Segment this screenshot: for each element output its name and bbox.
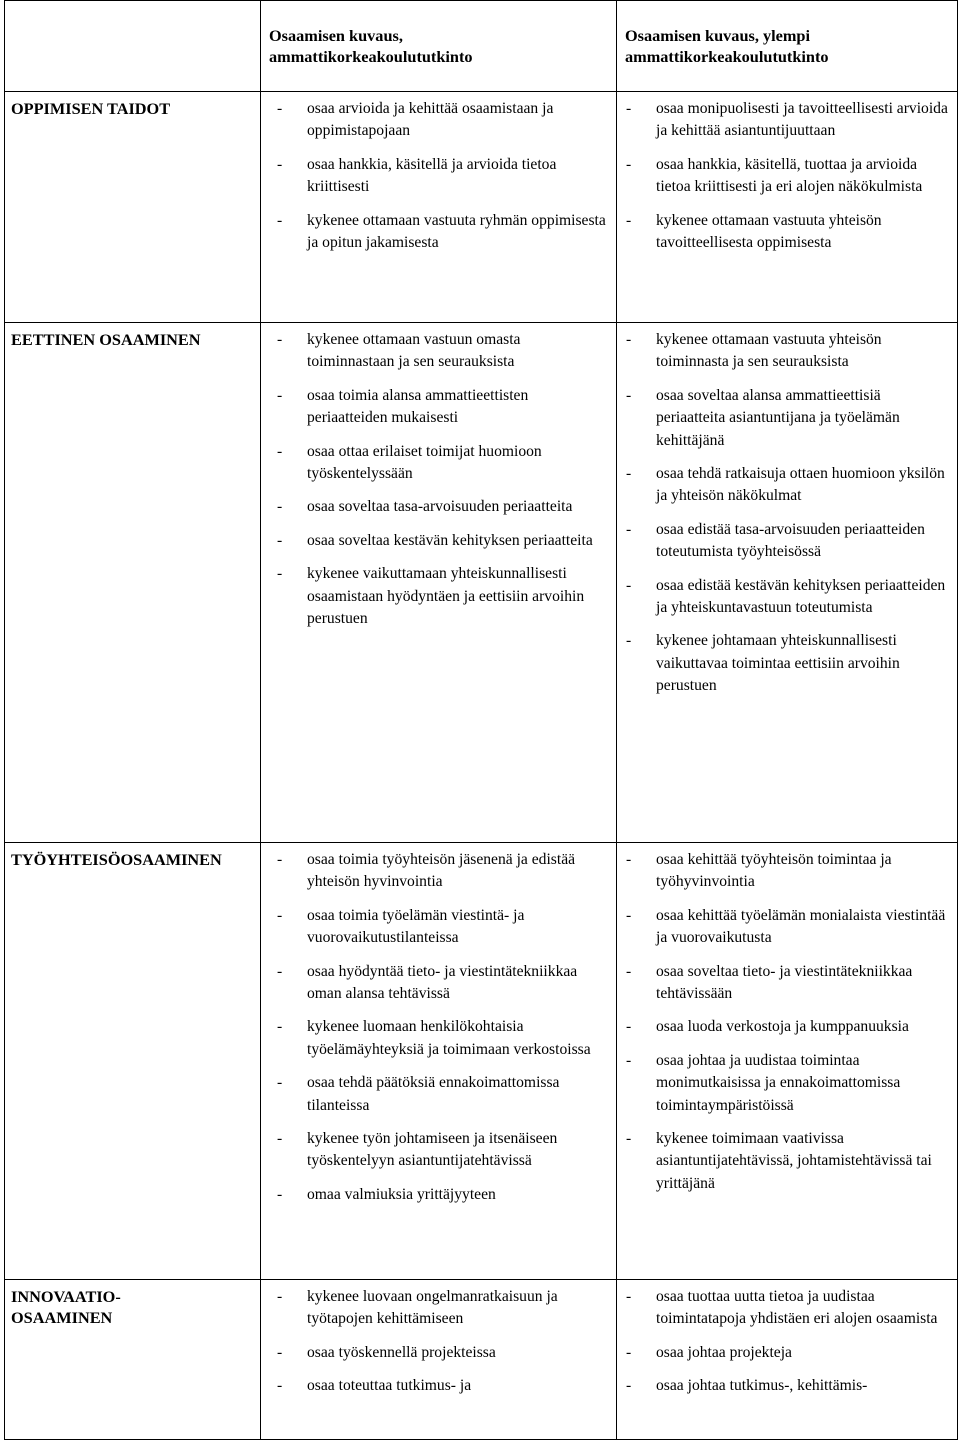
list-item: - osaa edistää kestävän kehityksen periaatteiden ja yhteiskuntavastuun toteutumista [625, 575, 951, 620]
list-item: - osaa johtaa tutkimus-, kehittämis- [625, 1375, 951, 1397]
yamk-cell [617, 843, 958, 1280]
list-item: - osaa toimia työelämän viestintä- ja vuorovaikutustilanteissa [276, 905, 608, 950]
list-item: - kykenee työn johtamiseen ja itsenäiseen työskentelyyn asiantuntijatehtävissä [276, 1128, 608, 1173]
list-item: - osaa hankkia, käsitellä ja arvioida tietoa kriittisesti [276, 154, 608, 199]
amk-cell [261, 843, 617, 1280]
yamk-cell [617, 1280, 958, 1440]
list-item: - osaa hankkia, käsitellä, tuottaa ja arvioida tietoa kriittisesti ja eri alojen näkökulmista [625, 154, 951, 199]
row-oppimisen-taidot [5, 92, 958, 323]
list-item: - osaa soveltaa tasa-arvoisuuden periaatteita [276, 496, 608, 518]
list-item: - kykenee johtamaan yhteiskunnallisesti vaikuttavaa toimintaa eettisiin arvoihin perustuen [625, 630, 951, 697]
list-item: - kykenee ottamaan vastuuta ryhmän oppimisesta ja opitun jakamisesta [276, 210, 608, 255]
amk-cell [261, 92, 617, 323]
list-item: - osaa työskennellä projekteissa [276, 1342, 608, 1364]
list-item: - kykenee vaikuttamaan yhteiskunnallisesti osaamistaan hyödyntäen ja eettisiin arvoihin perustuen [276, 563, 608, 630]
category-label: EETTINEN OSAAMINEN [5, 323, 261, 843]
list-item: - osaa toimia alansa ammattieettisten periaatteiden mukaisesti [276, 385, 608, 430]
list-item: - kykenee toimimaan vaativissa asiantuntijatehtävissä, johtamistehtävissä tai yrittäjänä [625, 1128, 951, 1195]
list-item: - osaa monipuolisesti ja tavoitteellisesti arvioida ja kehittää asiantuntijuuttaan [625, 98, 951, 143]
category-label [5, 1280, 261, 1440]
category-label: TYÖYHTEISÖOSAAMINEN [5, 843, 261, 1280]
list-item: - kykenee luomaan henkilökohtaisia työelämäyhteyksiä ja toimimaan verkostoissa [276, 1016, 608, 1061]
row-eettinen-osaaminen [5, 323, 958, 843]
list-item: - osaa tehdä päätöksiä ennakoimattomissa tilanteissa [276, 1072, 608, 1117]
list-item: - osaa edistää tasa-arvoisuuden periaatteiden toteutumista työyhteisössä [625, 519, 951, 564]
list-item: - osaa hyödyntää tieto- ja viestintätekniikkaa oman alansa tehtävissä [276, 961, 608, 1006]
header-yamk: Osaamisen kuvaus, ylempi ammattikorkeakoulututkinto [617, 1, 958, 92]
list-item: - osaa soveltaa kestävän kehityksen periaatteita [276, 530, 608, 552]
category-label-line2: OSAAMINEN [11, 1308, 113, 1327]
list-item: - osaa toimia työyhteisön jäsenenä ja edistää yhteisön hyvinvointia [276, 849, 608, 894]
header-empty-cell [5, 1, 261, 92]
amk-cell [261, 1280, 617, 1440]
list-item: - kykenee luovaan ongelmanratkaisuun ja työtapojen kehittämiseen [276, 1286, 608, 1331]
list-item: - osaa soveltaa tieto- ja viestintätekniikkaa tehtävissään [625, 961, 951, 1006]
row-innovaatio-osaaminen [5, 1280, 958, 1440]
list-item: - osaa tuottaa uutta tietoa ja uudistaa toimintatapoja yhdistäen eri alojen osaamista [625, 1286, 951, 1331]
list-item: - osaa soveltaa alansa ammattieettisiä periaatteita asiantuntijana ja työelämän kehittäjänä [625, 385, 951, 452]
list-item: - osaa kehittää työelämän monialaista viestintää ja vuorovaikutusta [625, 905, 951, 950]
row-tyoyhteisoosaaminen [5, 843, 958, 1280]
list-item: - osaa johtaa projekteja [625, 1342, 951, 1364]
list-item: - osaa tehdä ratkaisuja ottaen huomioon yksilön ja yhteisön näkökulmat [625, 463, 951, 508]
list-item: - osaa luoda verkostoja ja kumppanuuksia [625, 1016, 951, 1038]
competence-table [4, 0, 958, 1440]
category-label: OPPIMISEN TAIDOT [5, 92, 261, 323]
amk-cell [261, 323, 617, 843]
list-item: - kykenee ottamaan vastuuta yhteisön tavoitteellisesta oppimisesta [625, 210, 951, 255]
list-item: - osaa johtaa ja uudistaa toimintaa monimutkaisissa ja ennakoimattomissa toimintaympäristöissä [625, 1050, 951, 1117]
list-item: - kykenee ottamaan vastuun omasta toiminnastaan ja sen seurauksista [276, 329, 608, 374]
list-item: - kykenee ottamaan vastuuta yhteisön toiminnasta ja sen seurauksista [625, 329, 951, 374]
yamk-cell [617, 323, 958, 843]
yamk-cell [617, 92, 958, 323]
list-item: - osaa arvioida ja kehittää osaamistaan ja oppimistapojaan [276, 98, 608, 143]
header-amk: Osaamisen kuvaus, ammattikorkeakoulututkinto [261, 1, 617, 92]
header-row [5, 1, 958, 92]
list-item: - omaa valmiuksia yrittäjyyteen [276, 1184, 608, 1206]
category-label-line1: INNOVAATIO- [11, 1287, 121, 1306]
list-item: - osaa kehittää työyhteisön toimintaa ja työhyvinvointia [625, 849, 951, 894]
list-item: - osaa ottaa erilaiset toimijat huomioon työskentelyssään [276, 441, 608, 486]
list-item: - osaa toteuttaa tutkimus- ja [276, 1375, 608, 1397]
